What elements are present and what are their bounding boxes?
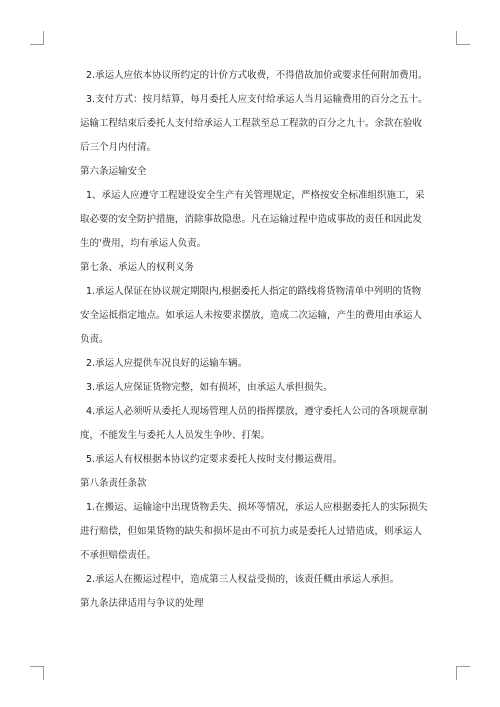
corner-mark-top-left: [30, 31, 44, 45]
section-heading: 第六条运输安全: [80, 166, 147, 177]
paragraph: 4.承运人必须听从委托人现场管理人员的指挥摆放，遵守委托人公司的各项规章制度，不能发生与委托人人员发生争吵、打架。: [80, 406, 428, 441]
paragraph: 2.承运人应依本协议所约定的计价方式收费，不得借故加价或要求任何附加费用。: [86, 70, 428, 81]
section-heading: 第八条责任条款: [80, 478, 147, 489]
corner-mark-bottom-right: [456, 666, 470, 680]
corner-mark-bottom-left: [30, 666, 44, 680]
paragraph: 2.承运人在搬运过程中，造成第三人权益受损的，该责任概由承运人承担。: [86, 574, 400, 585]
document-body: [80, 64, 430, 616]
section-heading: 第七条、承运人的权利义务: [80, 262, 195, 273]
corner-mark-top-right: [456, 31, 470, 45]
paragraph: 1.承运人保证在协议规定期限内,根据委托人指定的路线将货物清单中列明的货物安全运抵指定地点。如承运人未按要求摆放，造成二次运输，产生的费用由承运人负责。: [80, 286, 423, 345]
paragraph: 1、承运人应遵守工程建设安全生产有关管理规定，严格按安全标准组织施工，采取必要的安全防护措施，消除事故隐患。凡在运输过程中造成事故的责任和因此发生的'费用，均有承运人负责。: [80, 190, 425, 249]
paragraph: 2.承运人应提供车况良好的运输车辆。: [86, 358, 248, 369]
paragraph: 3.承运人应保证货物完整，如有损坏，由承运人承担损失。: [86, 382, 333, 393]
paragraph: 3.支付方式：按月结算，每月委托人应支付给承运人当月运输费用的百分之五十。运输工程结束后委托人支付给承运人工程款至总工程款的百分之九十。余款在验收后三个月内付清。: [80, 94, 428, 153]
paragraph: 5.承运人有权根据本协议约定要求委托人按时支付搬运费用。: [86, 454, 343, 465]
section-heading: 第九条法律适用与争议的处理: [80, 598, 204, 609]
paragraph: 1.在搬运、运输途中出现货物丢失、损坏等情况，承运人应根据委托人的实际损失进行赔偿，但如果货物的缺失和损坏是由不可抗力或是委托人过错造成，则承运人不承担赔偿责任。: [80, 502, 428, 561]
